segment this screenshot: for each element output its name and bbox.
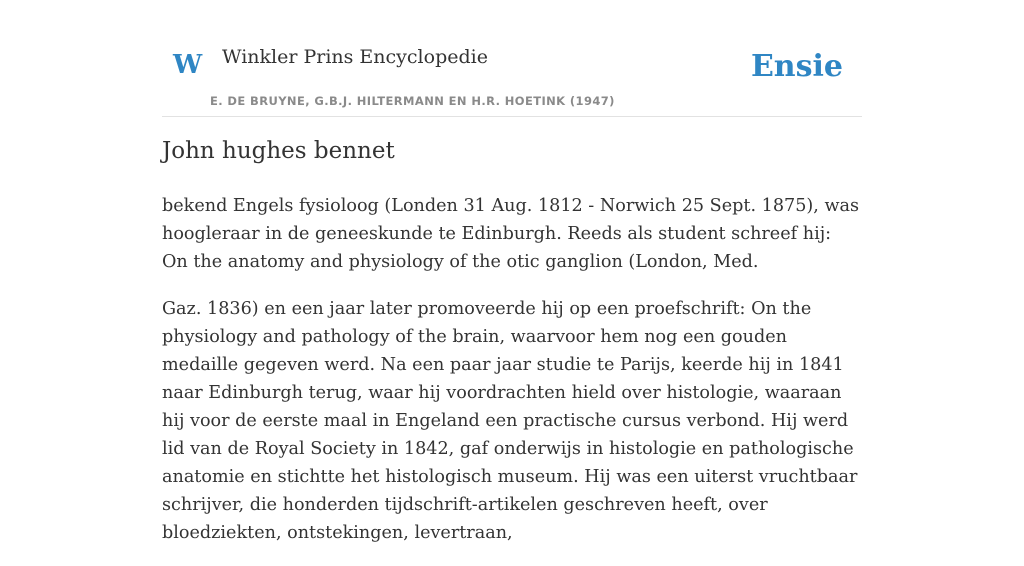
ensie-logo-link[interactable]: Ensie bbox=[750, 49, 843, 84]
article-title: John hughes bennet bbox=[162, 138, 395, 164]
encyclopedia-logo-icon: W bbox=[173, 50, 203, 80]
source-authors: E. DE BRUYNE, G.B.J. HILTERMANN EN H.R. HOETINK (1947) bbox=[210, 94, 615, 108]
site-header bbox=[162, 30, 862, 117]
source-title-link[interactable]: Winkler Prins Encyclopedie bbox=[222, 46, 488, 68]
article-body bbox=[162, 192, 862, 566]
article-paragraph: Gaz. 1836) en een jaar later promoveerde hij op een proefschrift: On the physiology and pathology of the brain, waarvoor hem nog een gouden medaille gegeven werd. Na een paar jaar studie te Parijs, keerde hij in 1841 naar Edinburgh terug, waar hij voordrachten hield over histologie, waaraan hij voor de eerste maal in Engeland een practische cursus verbond. Hij werd lid van de Royal Society in 1842, gaf onderwijs in histologie en pathologische anatomie en stichtte het histologisch museum. Hij was een uiterst vruchtbaar schrijver, die honderden tijdschrift-artikelen geschreven heeft, over bloedziekten, ontstekingen, levertraan, bbox=[162, 299, 858, 543]
article-paragraph: bekend Engels fysioloog (Londen 31 Aug. 1812 - Norwich 25 Sept. 1875), was hoogleraar in de geneeskunde te Edinburgh. Reeds als student schreef hij: On the anatomy and physiology of the otic ganglion (London, Med. bbox=[162, 196, 860, 272]
